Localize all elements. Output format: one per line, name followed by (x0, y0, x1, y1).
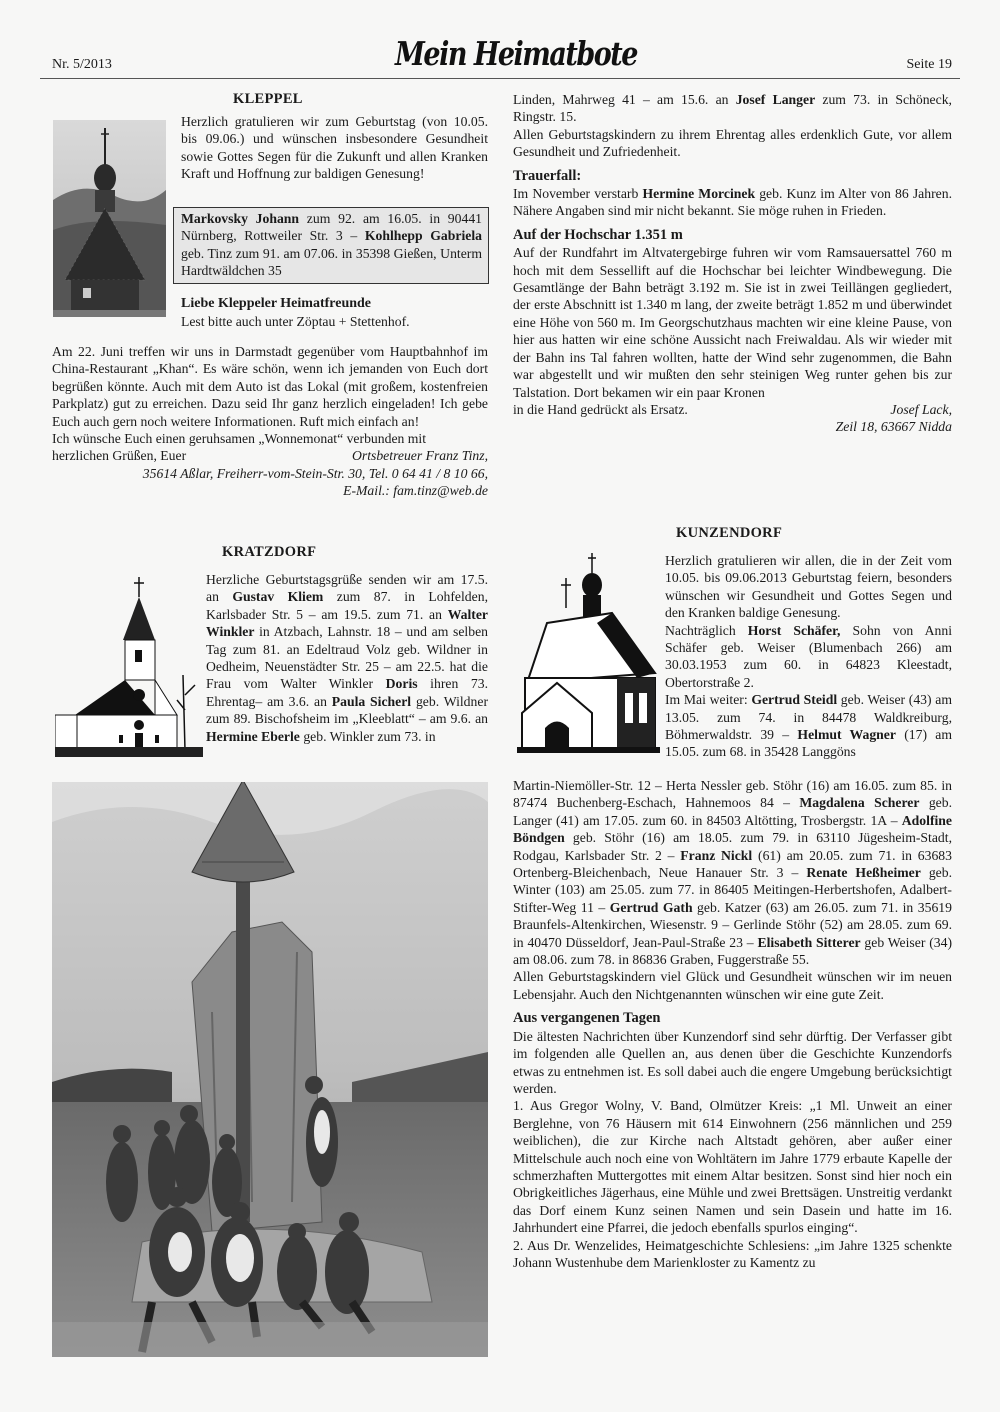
person-name: Doris (385, 676, 418, 692)
text-run: (17) am 15.05. zum 68. in 35428 Langgöns (665, 727, 953, 760)
kunzendorf-may-list (665, 691, 952, 761)
hochschar-heading: Auf der Hochschar 1.351 m (513, 226, 683, 243)
kleppel-email: E-Mail.: fam.tinz@web.de (343, 483, 488, 499)
person-name: Josef Langer (735, 92, 816, 107)
past-days-heading: Aus vergangenen Tagen (513, 1010, 661, 1027)
header-rule (40, 78, 960, 79)
kleppel-subline: Lest bitte auch unter Zöptau + Stettenhof. (181, 314, 410, 329)
kunzendorf-main (513, 777, 952, 1271)
kunzendorf-church-drawing (517, 553, 660, 753)
text-run: geb. Winter (103) am 25.05. zum 77. in 86405 Meitingen-Herbertshofen, Adalbert-Stifter-Weg 11 – (513, 865, 953, 915)
hochschar-signature: Josef Lack, (890, 401, 952, 417)
page-number: Seite 19 (906, 57, 952, 72)
text-run: 2. Aus Dr. Wenzelides, Heimatgeschichte Schlesiens: „im Jahre 1325 schenkte Johann Wustenhube dem Marienkloster zu Kamentz zu (513, 1237, 952, 1270)
text-run: in Atzbach, Lahnstr. 18 – und am selben Tag zum 81. an Edeltraud Volz geb. Wildner in Oedheim, Neuenstädter Str. 25 – am 22.5. hat die Frau vom Walter Winkler (206, 624, 488, 692)
section-title-kratzdorf: KRATZDORF (222, 544, 317, 560)
kratzdorf-church-drawing (55, 575, 203, 757)
kleppel-birthday-box (173, 207, 489, 284)
masthead-logo: Mein Heimatbote (395, 36, 637, 74)
section-title-kunzendorf: KUNZENDORF (676, 525, 783, 541)
text-run: Herzlich gratulieren wir zum Geburtstag (von 10.05. bis 09.06.) und wünschen insbesondere Gesundheit sowie Gottes Segen für die Zukunft und allen Kranken Kraft und Hoffnung zur baldigen Genesung! (181, 114, 488, 182)
text-run: geb. Winkler zum 73. in (299, 728, 436, 744)
kunzendorf-intro-block (665, 552, 952, 761)
issue-number: Nr. 5/2013 (52, 57, 112, 72)
kleppel-signature: Ortsbetreuer Franz Tinz, (352, 448, 488, 464)
past-days-source-1 (513, 1097, 952, 1236)
person-name: Horst Schäfer, (747, 622, 841, 638)
text-run: geb. Wildner zum 89. Bischofsheim im „Kleeblatt“ – am 9.6. an (206, 693, 489, 727)
person-name: Renate Heßheimer (806, 865, 921, 881)
text-run: geb. Langer (41) am 17.05. zum 60. in 84503 Altötting, Trosbergstr. 1A – (513, 795, 953, 828)
person-name: Gertrud Gath (609, 899, 693, 915)
person-name: Magdalena Scherer (799, 795, 920, 811)
text-run: 1. Aus Gregor Wolny, V. Band, Olmützer Kreis: „1 Ml. Unweit an einer Berglehne, von 76 Häusern mit 614 Einwohnern (256 männlichen und 259 weiblichen), die zur Kirche nach Altstadt gehören, aber außer einer Mittelschule auch noch eine von Wohltätern im Jahre 1779 erbaute Kapelle der schmerzhaften Muttergottes mit einem Altar besitzen. Sonst sind hier noch ein Obrigkeitliches Jägerhaus, eine Mühle und zwei Brettsägen. Unstreitig verdankt das Dorf einem Kunz seinen Namen und sein Dasein und hatte im 16. Jahrhundert eine Pfarrei, die jedoch ebenfalls spurlos einging“. (513, 1098, 952, 1236)
person-name: Kohlhepp Gabriela (364, 228, 482, 244)
trauerfall-heading: Trauerfall: (513, 167, 582, 184)
kunzendorf-intro (665, 552, 952, 622)
person-name: Adolfine Böndgen (513, 812, 952, 846)
text-run: zum 87. in Lohfelden, Karlsbader Str. 5 – am 19.5. zum 71. an (206, 589, 488, 622)
person-name: Markovsky Johann (181, 211, 300, 226)
person-name: Elisabeth Sitterer (757, 934, 861, 950)
past-days-source-2 (513, 1237, 952, 1272)
chapel-photo (53, 120, 166, 317)
text-run: zum 73. in Schöneck, Ringstr. 15. (513, 92, 952, 125)
text-run: geb Weiser (34) am 08.06. zum 78. in 86836 Graben, Fuggerstraße 55. (513, 934, 952, 968)
kleppel-intro (181, 113, 488, 183)
text-run: Sohn von Anni Schäfer geb. Weiser (Blumenbach 266) am 30.03.1953 zum 60. in 64823 Kleestadt, Obertorstraße 2. (665, 622, 952, 690)
text-run: Herzlich gratulieren wir allen, die in der Zeit vom 10.05. bis 09.06.2013 Geburtstag feiern, besonders wünschen wir Gesundheit und Gottes Segen und den Kranken baldige Genesung. (665, 553, 952, 621)
text-run: Allen Geburtstagskindern zu ihrem Ehrentag alles erdenklich Gute, vor allem Gesundheit und Zufriedenheit. (513, 126, 952, 160)
text-run: geb. Tinz zum 91. am 07.06. in 35398 Gießen, Unterm Hardtwäldchen 35 (181, 245, 482, 279)
text-run: geb. Kunz im Alter von 86 Jahren. Nähere Angaben sind mir nicht bekannt. Sie möge ruhen in Frieden. (513, 186, 952, 219)
text-run: geb. Stöhr (16) am 18.05. zum 79. in 63110 Jügesheim-Stadt, Rodgau, Karlsbader Str. 2 – (513, 830, 952, 863)
trauerfall-text (513, 185, 952, 220)
kunzendorf-late-greeting (665, 622, 952, 692)
text-run: Nachträglich (665, 622, 748, 638)
kleppel-closing-2: herzlichen Grüßen, Euer (52, 448, 187, 464)
person-name: Gertrud Steidl (751, 692, 838, 708)
text-run: Auf der Rundfahrt im Altvatergebirge fuhren wir vom Ramsauersattel 760 m hoch mit dem Sessellift auf die Hochschar bei leichter Windbewegung. Die Gesamtlänge der Bahn beträgt 3.192 m. Sie ist in zwei Teillängen gegliedert, der erste Abschnitt ist 1.340 m lang, der zweite beträgt 1.852 m und überwindet eine Höhe von 560 m. Im Georgschutzhaus machten wir eine kleine Pause, von hier aus hatten wir eine schöne Aussicht nach Freiwaldau. Als wir wieder mit der Bahn ins Tal fahren wollten, hatte der Wind sehr zugenommen, die Bahn war abgestellt und wir mußten den sehr steinigen Weg runter gehen bis zur Talstation. Dort bekamen wir ein paar Kronen (513, 245, 952, 400)
kratzdorf-body (206, 571, 488, 745)
person-name: Hermine Eberle (206, 728, 300, 744)
section-title-kleppel: KLEPPEL (233, 91, 303, 107)
hochschar-text (513, 244, 952, 401)
hochschar-last-line: in die Hand gedrückt als Ersatz. (513, 401, 688, 417)
kleppel-body-text (52, 343, 488, 430)
person-name: Hermine Morcinek (642, 186, 756, 202)
right-column-top (513, 91, 952, 436)
kleppel-closing: Ich wünsche Euch einen geruhsamen „Wonnemonat“ verbunden mit (52, 431, 427, 447)
person-name: Helmut Wagner (797, 727, 896, 743)
kleppel-body (52, 343, 488, 500)
text-run: Im November verstarb (513, 186, 643, 202)
past-days-intro (513, 1028, 952, 1098)
hochschar-address: Zeil 18, 63667 Nidda (835, 419, 952, 435)
text-run: geb. Katzer (63) am 26.05. zum 71. in 35619 Braunfels-Altenkirchen, Wiesenstr. 9 – Gerlinde Stöhr (52) am 28.05. zum 69. in 40470 Düsseldorf, Jean-Paul-Straße 23 – (513, 899, 952, 950)
group-photo (52, 782, 488, 1357)
kleppel-subhead: Liebe Kleppeler Heimatfreunde (181, 296, 372, 311)
text-run: geb. Weiser (43) am 13.05. zum 74. in 84478 Waldkreiburg, Böhmerwaldstr. 39 – (665, 692, 952, 743)
text-run: (61) am 20.05. zum 71. in 63683 Ortenberg-Bleichenbach, Neue Hanauer Str. 3 – (513, 847, 952, 881)
kratzdorf-wish (513, 126, 952, 161)
text-run: Herzliche Geburtstagsgrüße senden wir am 17.5. an (206, 572, 488, 605)
kunzendorf-wish (513, 968, 952, 1003)
text-run: Allen Geburtstagskindern viel Glück und Gesundheit wünschen wir im neuen Lebensjahr. Auch den Nichtgenannten wünschen wir eine gute Zeit. (513, 969, 952, 1002)
text-run: Martin-Niemöller-Str. 12 – Herta Nessler geb. Stöhr (16) am 16.05. zum 85. in 87474 Buchenberg-Eschach, Hahnemoos 84 – (513, 778, 952, 811)
text-run: Die ältesten Nachrichten über Kunzendorf sind sehr dürftig. Der Verfasser gibt im folgenden alle Quellen an, aus denen über die Geschichte Kunzendorfs etwas zu entnehmen ist. Es soll dabei auch die engere Umgebung berücksichtigt werden. (513, 1028, 952, 1096)
text-run: Am 22. Juni treffen wir uns in Darmstadt gegenüber vom Hauptbahnhof im China-Restaurant „Khan“. Es wäre schön, wenn ich jemanden von Euch dort begrüßen könnte. Auch mit dem Auto ist das Lokal (mit großem, kostenfreien Parkplatz) gut zu erreichen. Dazu seid Ihr ganz herzlich eingeladen! Ich gebe Euch auch gern noch weitere Informationen. Ruft mich einfach an! (52, 344, 488, 429)
text-run: Im Mai weiter: (665, 692, 752, 708)
person-name: Paula Sicherl (331, 693, 412, 709)
person-name: Walter Winkler (206, 606, 488, 640)
text-run: Linden, Mahrweg 41 – am 15.6. an (513, 92, 736, 107)
kratzdorf-continuation (513, 91, 952, 126)
kunzendorf-birthday-list (513, 777, 952, 968)
text-run: zum 92. am 16.05. in 90441 Nürnberg, Rottweiler Str. 3 – (181, 211, 483, 244)
kleppel-address: 35614 Aßlar, Freiherr-vom-Stein-Str. 30, Tel. 0 64 41 / 8 10 66, (142, 465, 488, 481)
text-run: ihren 73. Ehrentag– am 3.6. an (206, 676, 488, 709)
person-name: Franz Nickl (680, 847, 753, 863)
person-name: Gustav Kliem (232, 589, 324, 605)
